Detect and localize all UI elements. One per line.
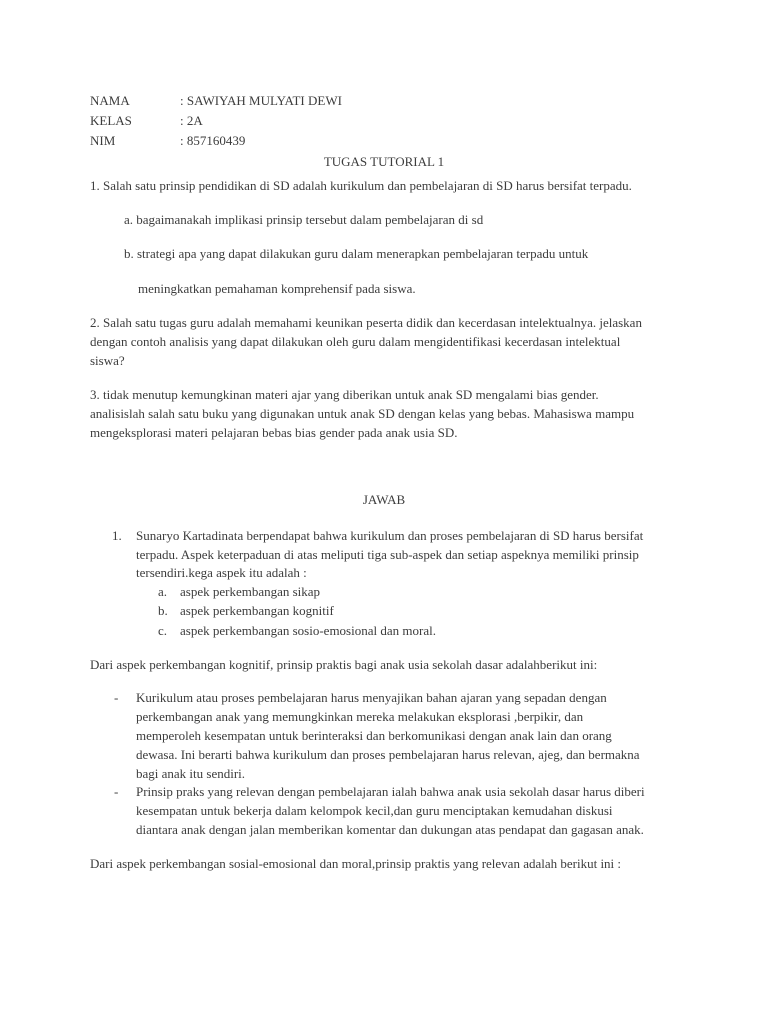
answer-heading: JAWAB <box>362 492 406 507</box>
class-label: KELAS <box>90 113 132 128</box>
bullet-marker: - <box>114 784 119 799</box>
question-3-line2: analisislah salah satu buku yang digunakan untuk anak SD dengan kelas yang bebas. Mahasiswa mampu <box>90 406 635 421</box>
bullet-1-line1: Kurikulum atau proses pembelajaran harus menyajikan bahan ajaran yang sepadan dengan <box>136 690 607 705</box>
page-title: TUGAS TUTORIAL 1 <box>323 154 445 169</box>
sub-item-text: aspek perkembangan sikap <box>180 584 321 599</box>
question-3-line1: 3. tidak menutup kemungkinan materi ajar yang diberikan untuk anak SD mengalami bias gender. <box>90 387 599 402</box>
bullet-1-line4: dewasa. Ini berarti bahwa kurikulum dan proses pembelajaran harus relevan, ajeg, dan bermakna <box>136 747 640 762</box>
sub-item-marker: a. <box>158 584 168 599</box>
class-value: : 2A <box>180 113 203 128</box>
question-2-line1: 2. Salah satu tugas guru adalah memahami keunikan peserta didik dan kecerdasan intelektualnya. jelaskan <box>90 315 642 330</box>
bullet-2-line3: diantara anak dengan jalan memberikan komentar dan dukungan atas pendapat dan gagasan anak. <box>136 822 644 837</box>
nim-label: NIM <box>90 133 116 148</box>
class-row <box>90 112 203 129</box>
nim-row <box>90 132 245 149</box>
social-intro: Dari aspek perkembangan sosial-emosional dan moral,prinsip praktis yang relevan adalah berikut ini : <box>90 856 622 871</box>
question-1b-line1: b. strategi apa yang dapat dilakukan guru dalam menerapkan pembelajaran terpadu untuk <box>124 246 589 261</box>
question-1a: a. bagaimanakah implikasi prinsip tersebut dalam pembelajaran di sd <box>124 212 484 227</box>
question-1: 1. Salah satu prinsip pendidikan di SD adalah kurikulum dan pembelajaran di SD harus bersifat terpadu. <box>90 178 632 193</box>
bullet-1-line2: perkembangan anak yang memungkinkan mereka melakukan eksplorasi ,berpikir, dan <box>136 709 584 724</box>
nim-value: : 857160439 <box>180 133 246 148</box>
cognitive-intro: Dari aspek perkembangan kognitif, prinsip praktis bagi anak usia sekolah dasar adalahberikut ini: <box>90 657 598 672</box>
answer-1-line2: terpadu. Aspek keterpaduan di atas meliputi tiga sub-aspek dan setiap aspeknya memiliki prinsip <box>136 547 639 562</box>
name-label: NAMA <box>90 93 130 108</box>
answer-1-line1: Sunaryo Kartadinata berpendapat bahwa kurikulum dan proses pembelajaran di SD harus bersifat <box>136 528 644 543</box>
sub-item-text: aspek perkembangan kognitif <box>180 603 334 618</box>
sub-item-marker: b. <box>158 603 168 618</box>
answer-1-number: 1. <box>112 528 122 543</box>
bullet-2-line2: kesempatan untuk bekerja dalam kelompok kecil,dan guru menciptakan kemudahan diskusi <box>136 803 613 818</box>
bullet-2-line1: Prinsip praks yang relevan dengan pembelajaran ialah bahwa anak usia sekolah dasar harus diberi <box>136 784 645 799</box>
sub-item-marker: c. <box>158 623 168 638</box>
question-3-line3: mengeksplorasi materi pelajaran bebas bias gender pada anak usia SD. <box>90 425 458 440</box>
question-2-line2: dengan contoh analisis yang dapat dilakukan oleh guru dalam mengidentifikasi kecerdasan intelektual <box>90 334 621 349</box>
question-2-line3: siswa? <box>90 353 125 368</box>
question-1b-line2: meningkatkan pemahaman komprehensif pada siswa. <box>138 281 416 296</box>
bullet-marker: - <box>114 690 119 705</box>
sub-item-text: aspek perkembangan sosio-emosional dan moral. <box>180 623 436 638</box>
answer-1-line3: tersendiri.kega aspek itu adalah : <box>136 565 307 580</box>
bullet-1-line5: bagi anak itu sendiri. <box>136 766 246 781</box>
bullet-1-line3: memperoleh kesempatan untuk berinteraksi dan berkomunikasi dengan anak lain dan orang <box>136 728 612 743</box>
name-row <box>90 92 342 109</box>
name-value: : SAWIYAH MULYATI DEWI <box>180 93 342 108</box>
